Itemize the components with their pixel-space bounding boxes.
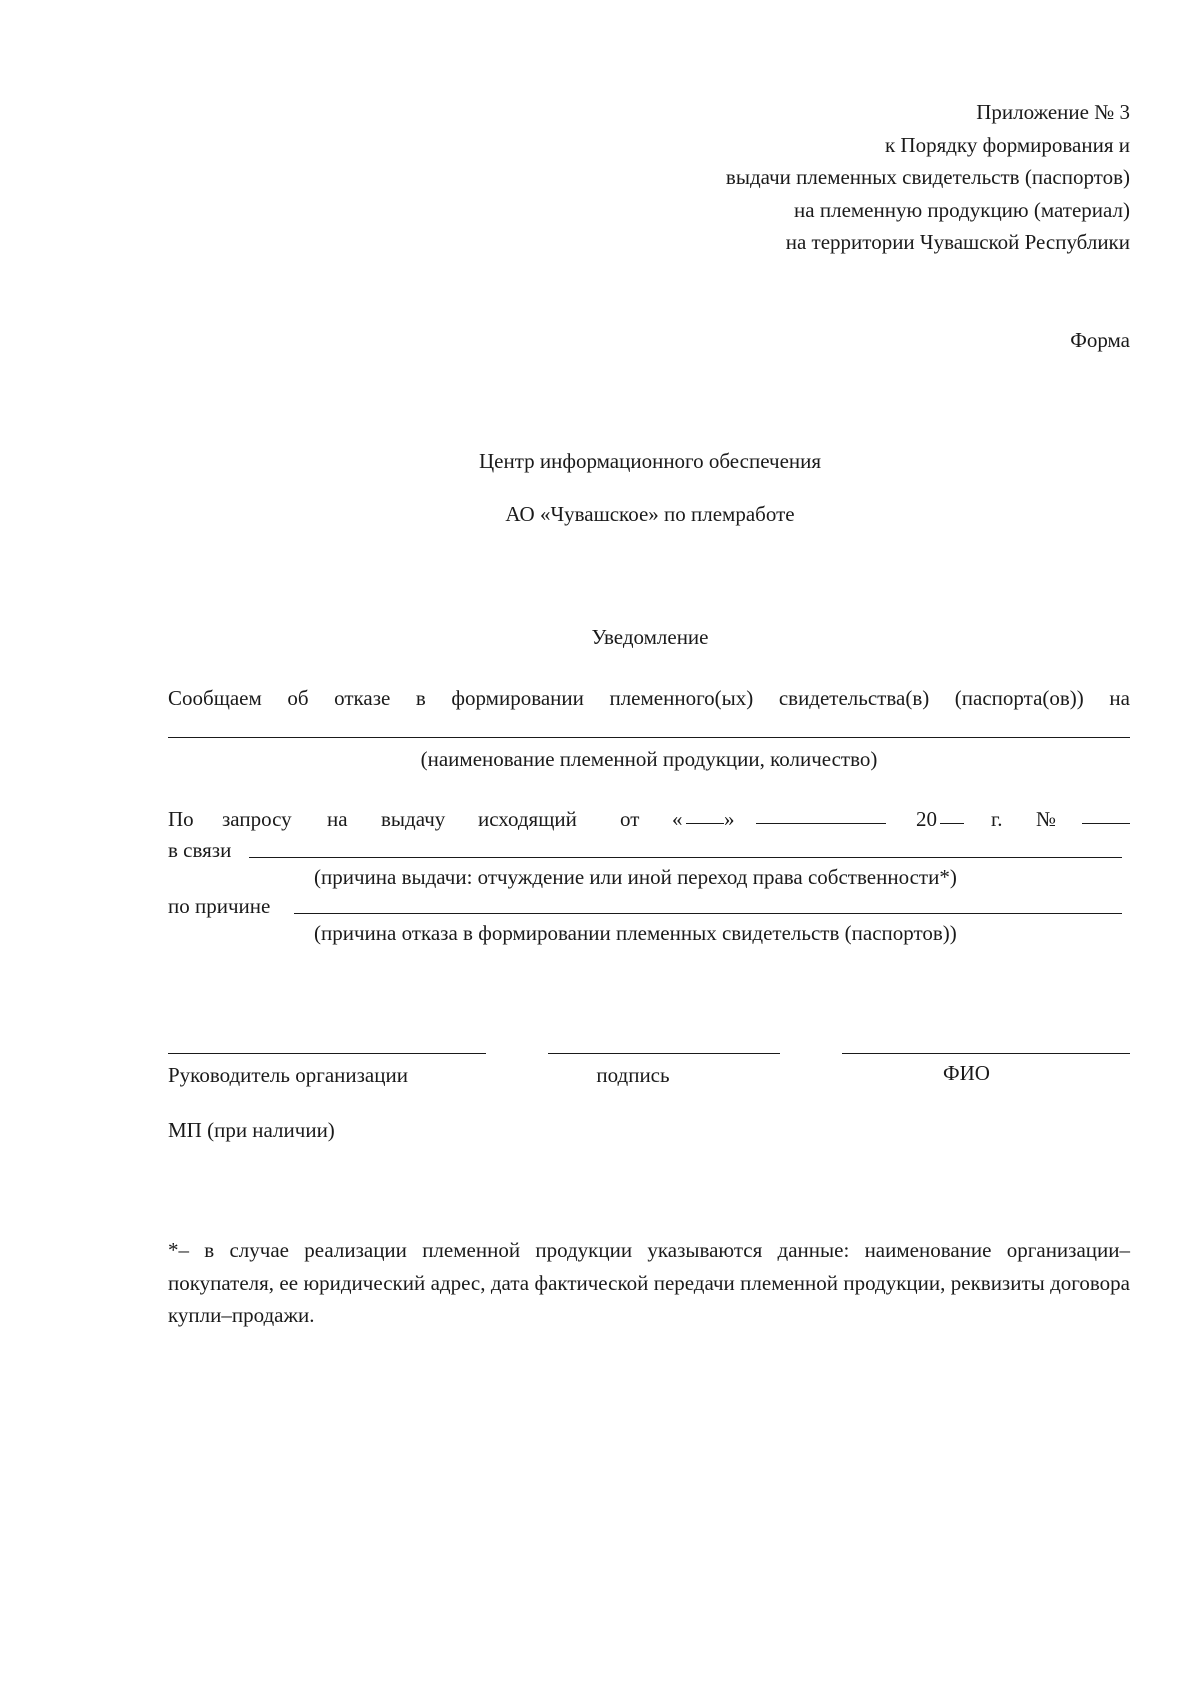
product-blank-line[interactable] — [168, 737, 1130, 738]
addressee-line: Центр информационного обеспечения — [478, 449, 822, 473]
intro-word: Сообщаем — [168, 686, 262, 710]
intro-word: свидетельства(в) — [778, 686, 930, 710]
refusal-reason-blank-line[interactable] — [294, 913, 1122, 914]
stamp-label: МП (при наличии) — [168, 1118, 335, 1142]
intro-word: в — [415, 686, 426, 710]
addressee-line: АО «Чувашское» по племработе — [505, 502, 795, 526]
head-label: Руководитель организации — [168, 1063, 408, 1087]
year-suffix: г. — [991, 807, 1003, 831]
request-word: на — [327, 807, 348, 831]
request-line — [168, 805, 1130, 833]
head-signature-line[interactable] — [168, 1053, 486, 1054]
appendix-block — [500, 96, 1130, 259]
name-signature-line[interactable] — [842, 1053, 1130, 1054]
year-prefix: 20 — [916, 807, 937, 831]
request-word: от — [620, 807, 640, 831]
signature-label: подпись — [596, 1063, 670, 1087]
request-word: По — [168, 807, 194, 831]
appendix-line: на территории Чувашской Республики — [785, 230, 1130, 254]
year-blank[interactable] — [940, 805, 964, 824]
name-label: ФИО — [943, 1061, 990, 1085]
issue-reason-blank-line[interactable] — [249, 857, 1122, 858]
request-word: выдачу — [381, 807, 446, 831]
request-word: запросу — [222, 807, 292, 831]
appendix-line: к Порядку формирования и — [884, 132, 1130, 157]
in-connection-label: в связи — [168, 838, 232, 862]
appendix-line: выдачи племенных свидетельств (паспортов) — [725, 165, 1130, 189]
document-title: Уведомление — [591, 625, 709, 649]
issue-reason-caption: (причина выдачи: отчуждение или иной переход права собственности*) — [314, 865, 957, 889]
intro-sentence — [168, 684, 1130, 712]
number-sign: № — [1036, 807, 1057, 831]
intro-word: племенного(ых) — [609, 686, 754, 710]
request-word: исходящий — [478, 807, 577, 831]
number-blank[interactable] — [1082, 805, 1130, 824]
day-blank[interactable] — [686, 805, 724, 824]
quote-open: « — [672, 807, 683, 831]
form-label: Форма — [1070, 328, 1130, 352]
intro-word: об — [287, 686, 309, 710]
refusal-reason-caption: (причина отказа в формировании племенных свидетельств (паспортов)) — [314, 921, 957, 945]
appendix-line: на племенную продукцию (материал) — [794, 197, 1130, 222]
product-caption: (наименование племенной продукции, количество) — [420, 747, 878, 771]
intro-word: отказе — [334, 686, 391, 710]
appendix-number: Приложение № 3 — [976, 100, 1130, 124]
quote-close: » — [724, 807, 735, 831]
intro-word: на — [1109, 686, 1130, 710]
month-blank[interactable] — [756, 805, 886, 824]
footnote: *– в случае реализации племенной продукции указываются данные: наименование организации–покупателя, ее юридический адрес, дата фактической передачи племенной продукции, реквизиты договора купли–продажи. — [168, 1238, 1130, 1327]
intro-word: формировании — [451, 686, 584, 710]
signature-line[interactable] — [548, 1053, 780, 1054]
intro-word: (паспорта(ов)) — [954, 686, 1084, 710]
by-reason-label: по причине — [168, 894, 271, 918]
